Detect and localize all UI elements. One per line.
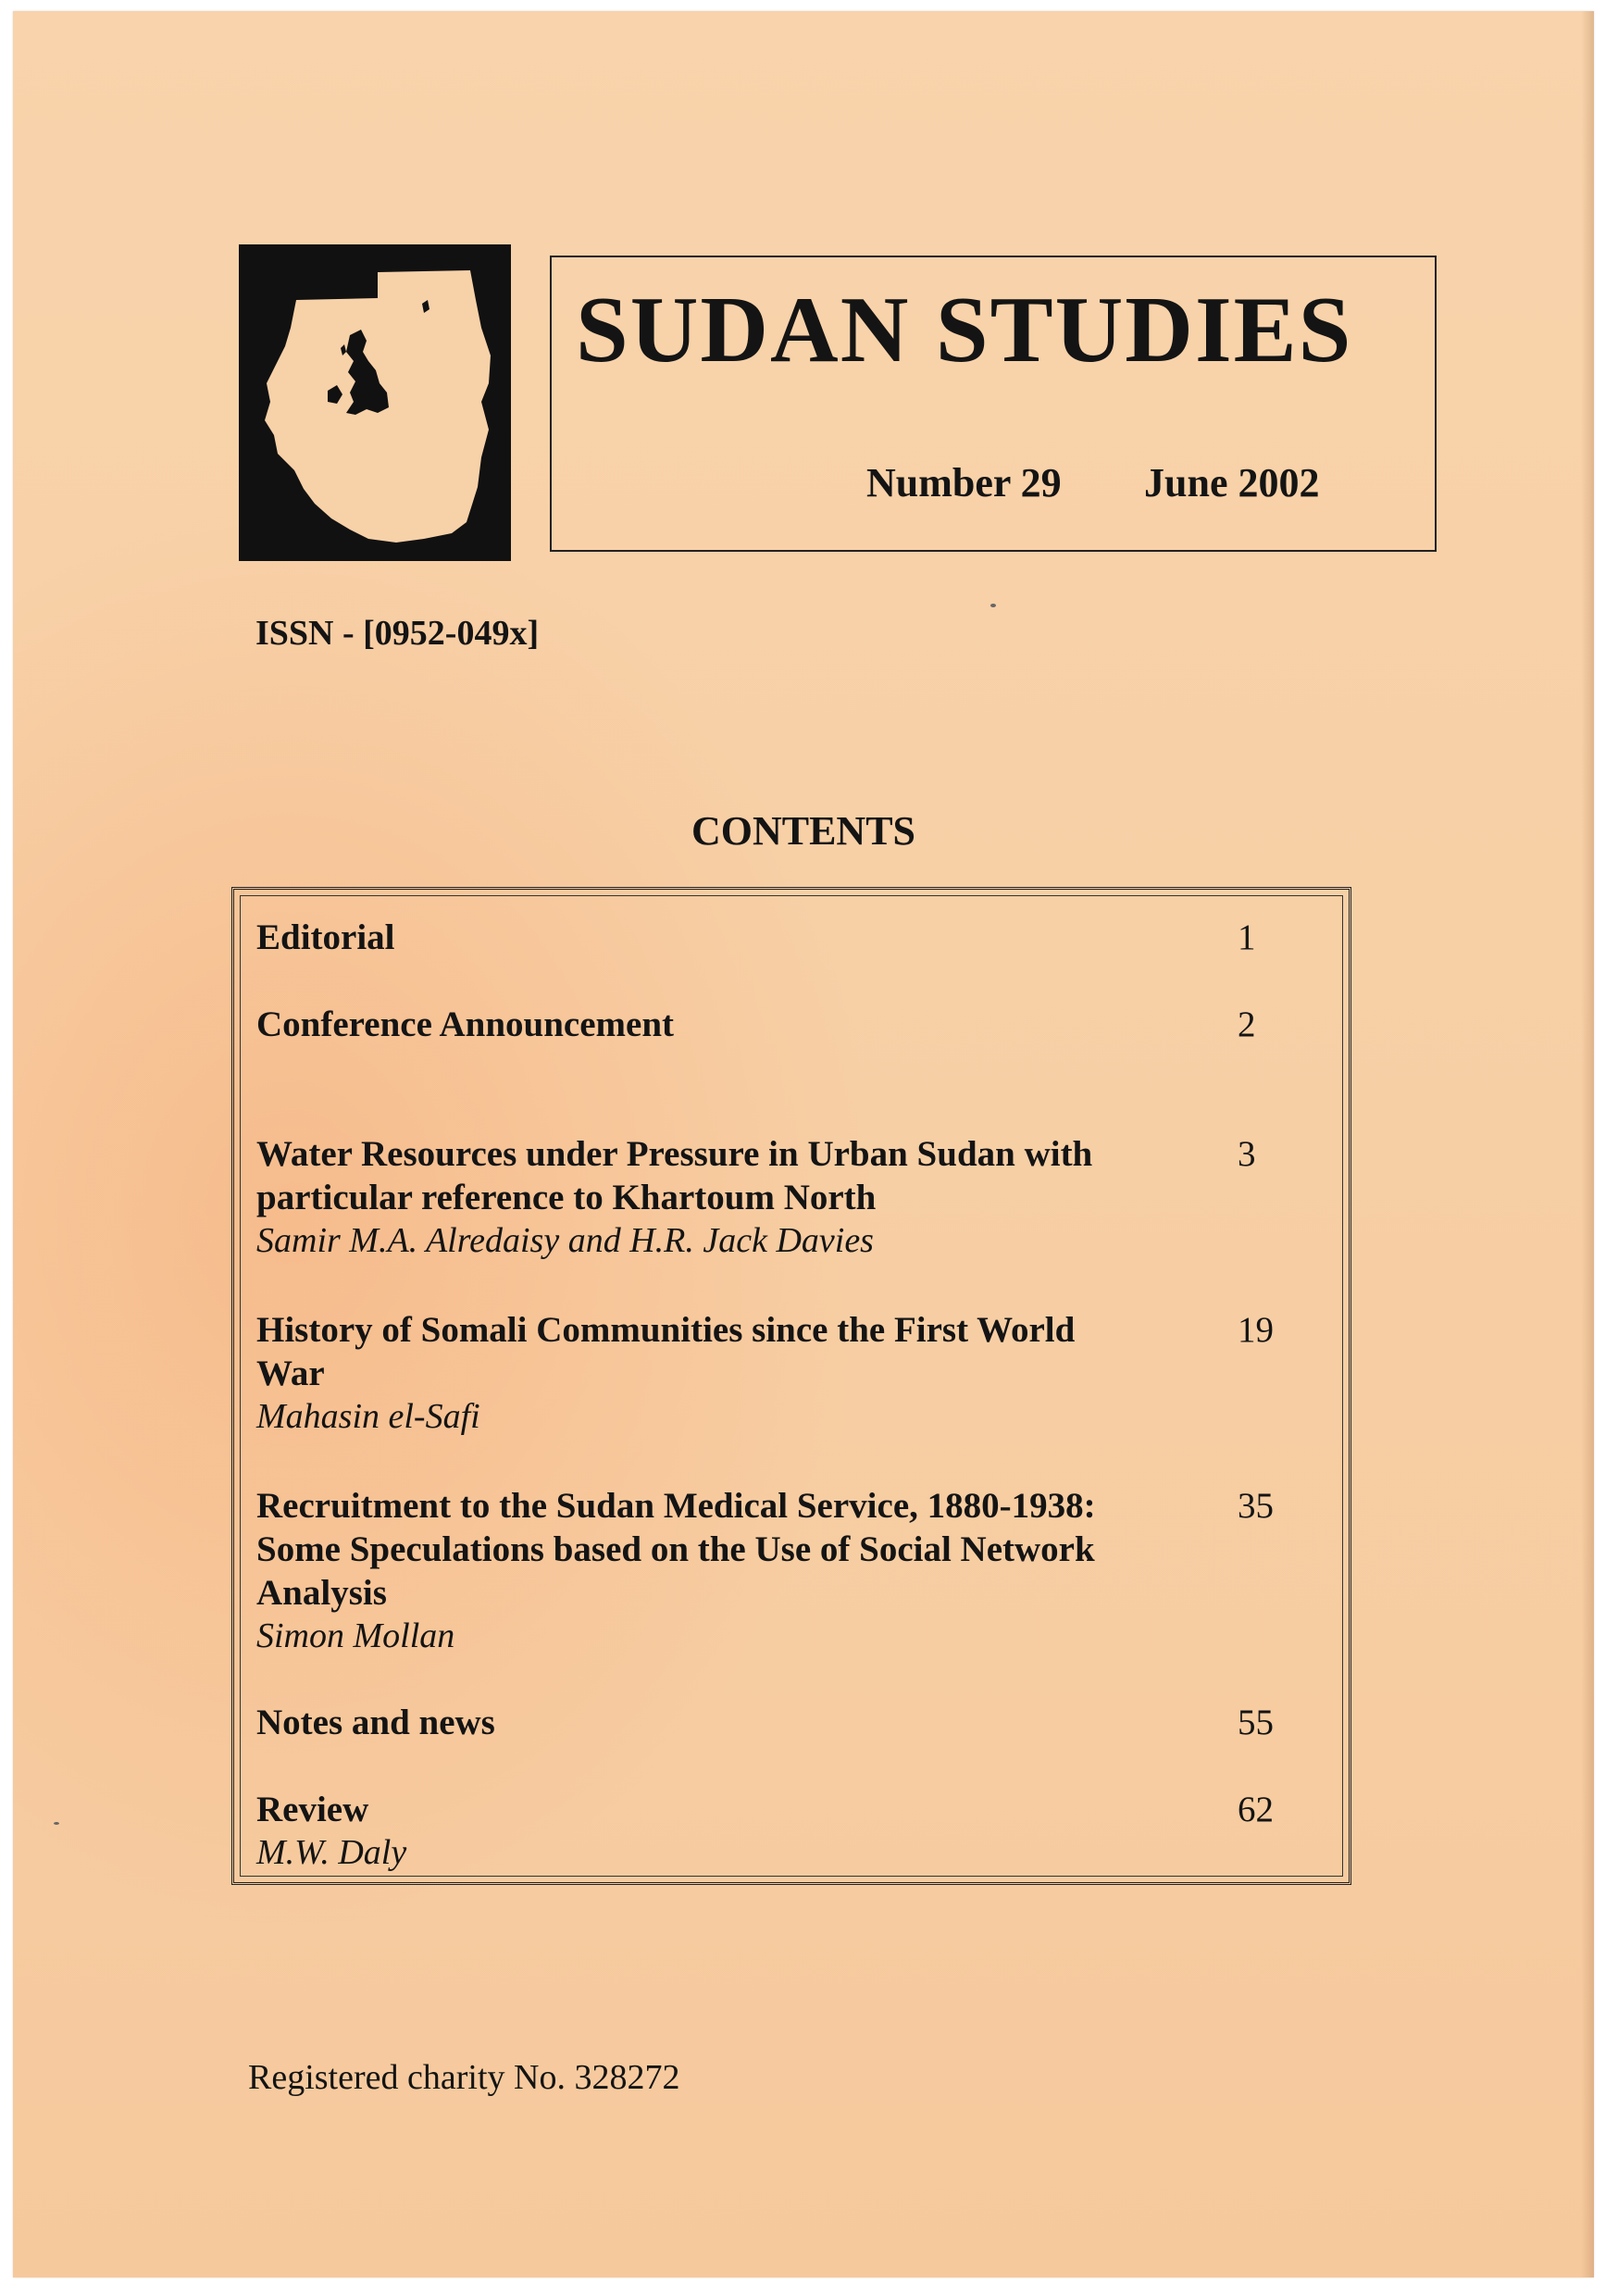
toc-entry-title: Conference Announcement: [256, 1004, 674, 1044]
toc-entry-title: Review: [256, 1790, 369, 1829]
toc-entry-medical-service: [256, 1484, 1321, 1658]
toc-entry-author: Samir M.A. Alredaisy and H.R. Jack Davies: [256, 1221, 874, 1260]
charity-number: Registered charity No. 328272: [248, 2058, 680, 2097]
cover-page: [13, 11, 1594, 2277]
toc-entry-page: 55: [1238, 1703, 1274, 1742]
toc-entry-title: History of Somali Communities since the First World War: [256, 1310, 1076, 1393]
paper-speck: [54, 1822, 59, 1825]
issue-date: June 2002: [1144, 460, 1320, 505]
issue-number: Number 29: [866, 460, 1062, 505]
toc-entry-author: M.W. Daly: [256, 1833, 407, 1872]
toc-entry-review: [256, 1788, 1321, 1875]
toc-entry-title: Water Resources under Pressure in Urban Sudan with particular reference to Khartoum North: [256, 1134, 1093, 1217]
sudan-map-icon: [239, 244, 511, 561]
toc-entry-page: 62: [1238, 1790, 1274, 1829]
toc-entry-somali-communities: [256, 1308, 1321, 1439]
sudan-map-logo-icon: [239, 244, 511, 561]
journal-title: SUDAN STUDIES: [576, 278, 1353, 382]
toc-entry-page: 1: [1238, 917, 1256, 957]
paper-speck: [990, 604, 996, 607]
toc-entry-title: Editorial: [256, 917, 395, 957]
masthead-box: [550, 256, 1437, 552]
toc-entry-page: 35: [1238, 1486, 1274, 1526]
issn-label: ISSN - [0952-049x]: [255, 614, 540, 653]
toc-entry-author: Mahasin el-Safi: [256, 1397, 480, 1436]
toc-entry-notes-news: [256, 1701, 1321, 1744]
toc-entry-title: Recruitment to the Sudan Medical Service, 1880-1938: Some Speculations based on the Use of Social Network Analysis: [256, 1486, 1096, 1613]
toc-entry-conference: [256, 1003, 1321, 1046]
toc-entry-page: 19: [1238, 1310, 1274, 1350]
toc-entry-title: Notes and news: [256, 1703, 495, 1742]
toc-entry-page: 2: [1238, 1004, 1256, 1044]
toc-entry-author: Simon Mollan: [256, 1616, 455, 1655]
contents-heading: CONTENTS: [691, 808, 916, 854]
table-of-contents: [231, 887, 1351, 1885]
toc-entry-water-resources: [256, 1132, 1321, 1263]
toc-entry-editorial: [256, 916, 1321, 959]
toc-entry-page: 3: [1238, 1134, 1256, 1174]
